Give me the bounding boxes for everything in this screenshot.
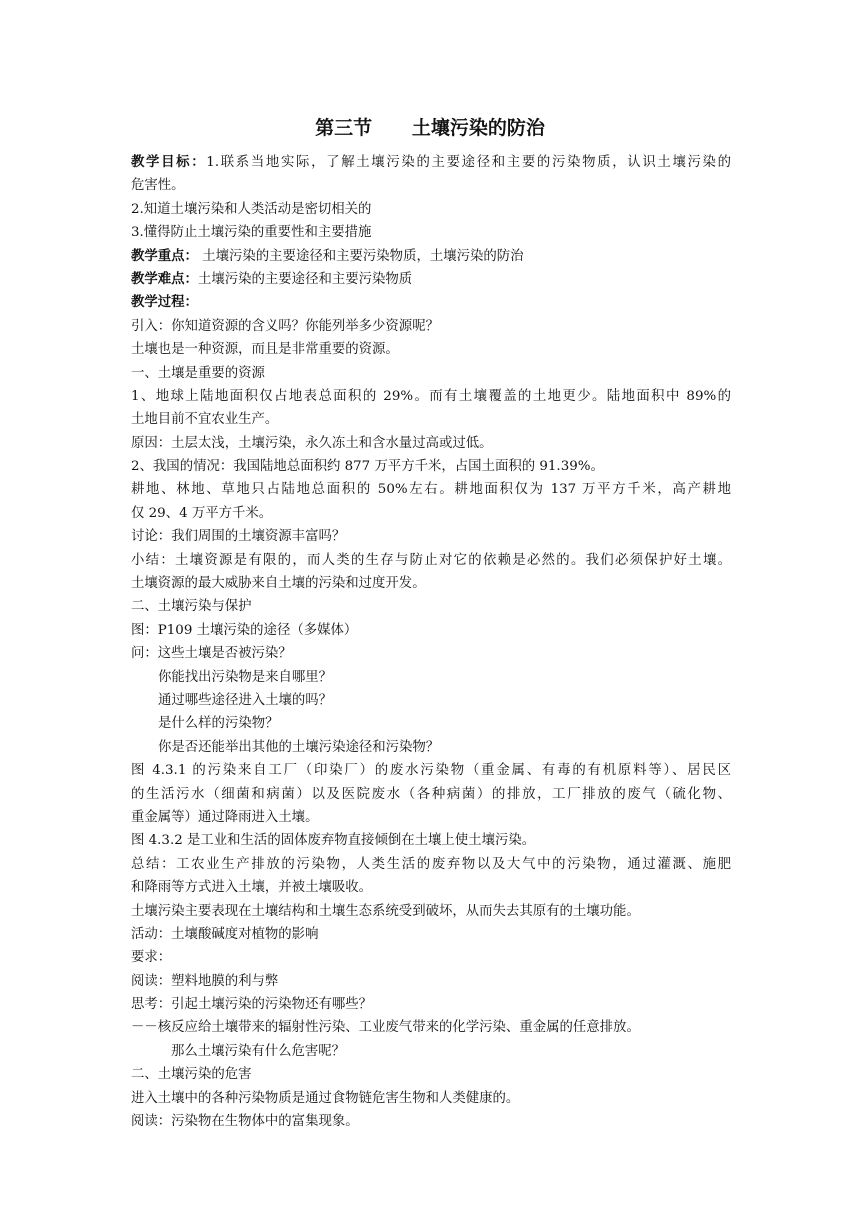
objective-1b: 危害性。	[131, 178, 185, 194]
question-line: 是什么样的污染物？	[158, 716, 279, 732]
paragraph-line: 仅 29、4 万平方千米。	[131, 505, 273, 521]
paragraph-line: 讨论：我们周围的土壤资源丰富吗？	[131, 529, 346, 545]
paragraph-line: 阅读：污染物在生物体中的富集现象。	[131, 1114, 359, 1130]
difficulties-label: 教学难点：	[131, 271, 198, 287]
paragraph-line: 进入土壤中的各种污染物质是通过食物链危害生物和人类健康的。	[131, 1090, 520, 1106]
section-heading: 一、土壤是重要的资源	[131, 365, 265, 381]
paragraph-line: 2、我国的情况：我国陆地总面积约 877 万平方千米，占国土面积的 91.39%。	[131, 459, 604, 475]
key-points-text: 土壤污染的主要途径和主要污染物质，土壤污染的防治	[197, 248, 524, 264]
paragraph-line: 引入：你知道资源的含义吗？你能列举多少资源呢？	[131, 318, 439, 334]
paragraph-line: 土壤污染主要表现在土壤结构和土壤生态系统受到破坏，从而失去其原有的土壤功能。	[131, 903, 640, 919]
process-label: 教学过程：	[131, 295, 198, 311]
objective-2: 2.知道土壤污染和人类活动是密切相关的	[131, 201, 372, 217]
page-title: 第三节 土壤污染的防治	[315, 117, 545, 139]
paragraph-line: 1、地球上陆地面积仅占地表总面积的 29%。而有土壤覆盖的土地更少。陆地面积中 89%的	[131, 388, 731, 404]
question-line: 你能找出污染物是来自哪里？	[158, 669, 333, 685]
objective-1a: 1.联系当地实际，了解土壤污染的主要途径和主要的污染物质，认识土壤污染的	[206, 155, 732, 170]
paragraph-line: 图：P109 土壤污染的途径（多媒体）	[131, 622, 358, 638]
paragraph-line: 阅读：塑料地膜的利与弊	[131, 973, 279, 989]
paragraph-line: 活动：土壤酸碱度对植物的影响	[131, 926, 319, 942]
objectives-label: 教学目标：	[131, 155, 207, 170]
key-points-label: 教学重点：	[131, 248, 198, 264]
question-line: 那么土壤污染有什么危害呢？	[171, 1043, 346, 1059]
question-line: 通过哪些途径进入土壤的吗？	[158, 692, 333, 708]
paragraph-line: 小结：土壤资源是有限的，而人类的生存与防止对它的依赖是必然的。我们必须保护好土壤。	[131, 552, 731, 568]
paragraph-line: 土地目前不宜农业生产。	[131, 412, 279, 428]
difficulties-text: 土壤污染的主要途径和主要污染物质	[197, 271, 413, 287]
paragraph-line: 要求：	[131, 950, 172, 966]
section-heading: 二、土壤污染的危害	[131, 1067, 252, 1083]
difficulties-line	[131, 268, 731, 291]
paragraph-line: 重金属等）通过降雨进入土壤。	[131, 809, 319, 825]
section-heading: 二、土壤污染与保护	[131, 599, 252, 615]
paragraph-line: 图 4.3.1 的污染来自工厂（印染厂）的废水污染物（重金属、有毒的有机原料等）、居民区	[131, 763, 731, 779]
question-line: 你是否还能举出其他的土壤污染途径和污染物？	[158, 739, 440, 755]
paragraph-line: 图 4.3.2 是工业和生活的固体废弃物直接倾倒在土壤上使土壤污染。	[131, 833, 536, 849]
paragraph-line: 土壤资源的最大威胁来自土壤的污染和过度开发。	[131, 576, 426, 592]
paragraph-line: 问：这些土壤是否被污染？	[131, 646, 292, 662]
paragraph-line: 原因：土层太浅，土壤污染，永久冻土和含水量过高或过低。	[131, 435, 493, 451]
key-points-line	[131, 245, 731, 268]
paragraph-line: 耕地、林地、草地只占陆地总面积的 50%左右。耕地面积仅为 137 万平方千米，高产耕地	[131, 482, 731, 498]
paragraph-line: 总结：工农业生产排放的污染物，人类生活的废弃物以及大气中的污染物，通过灌溉、施肥	[131, 856, 731, 872]
paragraph-line: 思考：引起土壤污染的污染物还有哪些？	[131, 997, 373, 1013]
document-body	[131, 151, 731, 1133]
paragraph-line: 土壤也是一种资源，而且是非常重要的资源。	[131, 342, 399, 358]
paragraph-line: 的生活污水（细菌和病菌）以及医院废水（各种病菌）的排放，工厂排放的废气（硫化物、	[131, 786, 731, 802]
objectives-line	[131, 151, 731, 174]
objective-3: 3.懂得防止土壤污染的重要性和主要措施	[131, 225, 372, 241]
paragraph-line: －－核反应给土壤带来的辐射性污染、工业废气带来的化学污染、重金属的任意排放。	[131, 1020, 640, 1036]
paragraph-line: 和降雨等方式进入土壤，并被土壤吸收。	[131, 880, 373, 896]
